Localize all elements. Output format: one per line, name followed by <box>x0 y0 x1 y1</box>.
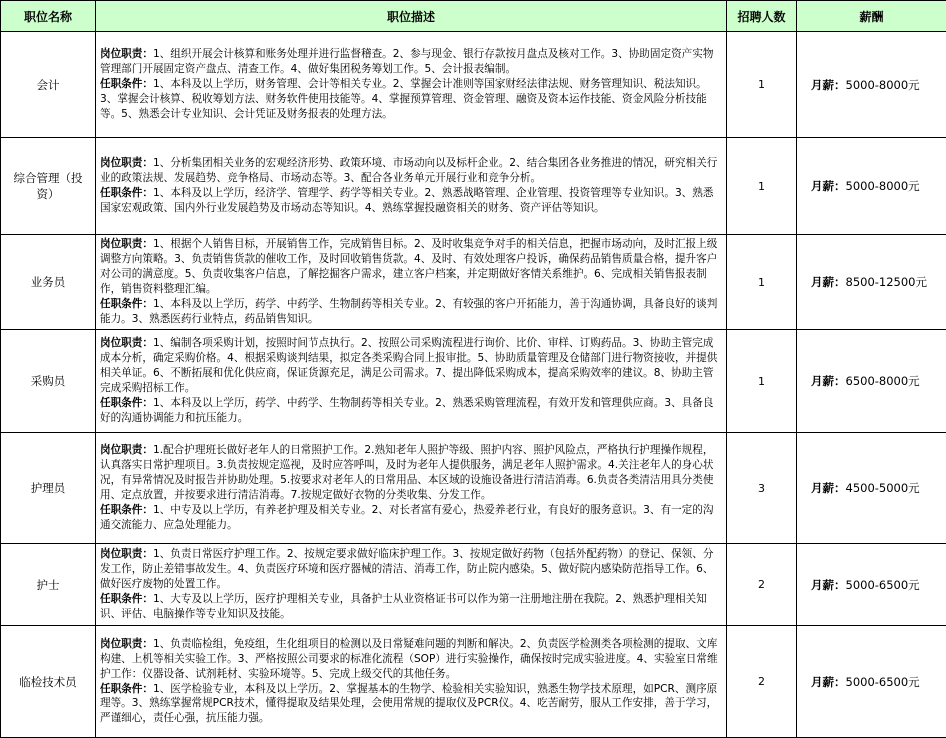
position-name: 采购员 <box>1 330 96 433</box>
requirements-label: 任职条件： <box>100 78 153 90</box>
salary-cell <box>797 235 946 330</box>
duties-text: 1、负责临检组，免疫组，生化组项目的检测以及日常疑难问题的判断和解决。2、负责医学检测类各项检测的提取、文库构建、上机等相关实验工作。3、严格按照公司要求的标准化流程（SOP）进行实验操作，确保按时完成实验进度。4、实验室日常维护工作：仪器设备、试剂耗材、实验环境等。5、完成上级交代的其他任务。 <box>100 638 718 680</box>
duties-paragraph <box>100 336 722 396</box>
salary-cell <box>797 138 946 235</box>
duties-label: 岗位职责： <box>100 337 153 349</box>
duties-label: 岗位职责： <box>100 444 153 456</box>
duties-paragraph <box>100 237 722 297</box>
header-salary: 薪酬 <box>797 1 946 32</box>
requirements-label: 任职条件： <box>100 187 153 199</box>
hiring-count: 1 <box>727 138 797 235</box>
position-name: 护士 <box>1 544 96 626</box>
salary-value: 5000-8000元 <box>846 179 920 193</box>
duties-text: 1.配合护理班长做好老年人的日常照护工作。2.熟知老年人照护等级、照护内容、照护风险点，严格执行护理操作规程，认真落实日常护理项目。3.负责按规定巡视，及时应答呼叫，及时为老年人提供服务，满足老年人照护需求。4.关注老年人的身心状况，有异常情况及时报告并协助处理。5.按要求对老年人的日常用品、本区域的设施设备进行清洁消毒。6.负责各类清洁用具分类使用、定点放置，并按要求进行清洁消毒。7.按规定做好衣物的分类收集、分发工作。 <box>100 444 713 501</box>
hiring-count: 3 <box>727 433 797 544</box>
requirements-label: 任职条件： <box>100 593 153 605</box>
duties-paragraph <box>100 47 722 77</box>
hiring-count: 1 <box>727 330 797 433</box>
requirements-paragraph <box>100 186 722 216</box>
position-description <box>96 235 727 330</box>
hiring-count: 1 <box>727 235 797 330</box>
position-name: 综合管理（投资） <box>1 138 96 235</box>
position-description <box>96 433 727 544</box>
table-row <box>1 32 946 138</box>
header-row <box>1 1 946 32</box>
duties-label: 岗位职责： <box>100 238 153 250</box>
requirements-text: 1、中专及以上学历，有养老护理及相关专业。2、对长者富有爱心，热爱养老行业，有良好的服务意识。3、有一定的沟通交流能力、应急处理能力。 <box>100 504 713 531</box>
requirements-paragraph <box>100 592 722 622</box>
salary-label: 月薪： <box>811 578 846 592</box>
position-description <box>96 32 727 138</box>
salary-value: 6500-8000元 <box>846 374 920 388</box>
requirements-text: 1、本科及以上学历，经济学、管理学、药学等相关专业。2、熟悉战略管理、企业管理、投资管理等专业知识。3、熟悉国家宏观政策、国内外行业发展趋势及市场动态等知识。4、熟练掌握投融资相关的财务、资产评估等知识。 <box>100 187 713 214</box>
table-row <box>1 544 946 626</box>
table-row <box>1 138 946 235</box>
salary-label: 月薪： <box>811 179 846 193</box>
position-name: 会计 <box>1 32 96 138</box>
requirements-text: 1、本科及以上学历，药学、中药学、生物制药等相关专业。2、熟悉采购管理流程，有效开发和管理供应商。3、具备良好的沟通协调能力和抗压能力。 <box>100 397 713 424</box>
salary-value: 8500-12500元 <box>846 275 928 289</box>
requirements-label: 任职条件： <box>100 683 153 695</box>
table-row <box>1 330 946 433</box>
requirements-paragraph <box>100 396 722 426</box>
table-row <box>1 433 946 544</box>
requirements-text: 1、本科及以上学历，药学、中药学、生物制药等相关专业。2、有较强的客户开拓能力，善于沟通协调，具备良好的谈判能力。3、熟悉医药行业特点，药品销售知识。 <box>100 298 717 325</box>
salary-label: 月薪： <box>811 481 846 495</box>
duties-text: 1、根据个人销售目标，开展销售工作，完成销售目标。2、及时收集竞争对手的相关信息，把握市场动向，及时汇报上级调整方向策略。3、负责销售货款的催收工作，及时回收销售货款。4、及时、有效处理客户投诉，确保药品销售质量合格，提升客户对公司的满意度。5、负责收集客户信息，了解挖掘客户需求，建立客户档案，并定期做好客情关系维护。6、完成相关销售报表制作，销售资料整理汇编。 <box>100 238 717 295</box>
duties-text: 1、负责日常医疗护理工作。2、按规定要求做好临床护理工作。3、按规定做好药物（包括外配药物）的登记、保领、分发工作，防止差错事故发生。4、负责医疗环境和医疗器械的清洁、消毒工作，防止院内感染。5、做好院内感染防范指导工作。6、做好医疗废物的处置工作。 <box>100 548 713 590</box>
duties-paragraph <box>100 443 722 503</box>
hiring-count: 1 <box>727 32 797 138</box>
table-row <box>1 235 946 330</box>
requirements-text: 1、医学检验专业，本科及以上学历。2、掌握基本的生物学、检验相关实验知识，熟悉生物学技术原理，如PCR、测序原理等。3、熟练掌握常规PCR技术，懂得提取及结果处理，会使用常规的提取仪及PCR仪。4、吃苦耐劳，服从工作安排，善于学习，严谨细心，责任心强，抗压能力强。 <box>100 683 717 725</box>
requirements-label: 任职条件： <box>100 298 153 310</box>
duties-label: 岗位职责： <box>100 48 153 60</box>
duties-label: 岗位职责： <box>100 548 153 560</box>
salary-value: 5000-8000元 <box>846 78 920 92</box>
requirements-paragraph <box>100 503 722 533</box>
duties-label: 岗位职责： <box>100 157 153 169</box>
requirements-text: 1、大专及以上学历，医疗护理相关专业，具备护士从业资格证书可以作为第一注册地注册在我院。2、熟悉护理相关知识、评估、电脑操作等专业知识及技能。 <box>100 593 707 620</box>
position-description <box>96 138 727 235</box>
header-position-name: 职位名称 <box>1 1 96 32</box>
salary-label: 月薪： <box>811 675 846 689</box>
header-hiring-count: 招聘人数 <box>727 1 797 32</box>
duties-paragraph <box>100 547 722 592</box>
requirements-paragraph <box>100 682 722 727</box>
duties-paragraph <box>100 156 722 186</box>
duties-text: 1、组织开展会计核算和账务处理并进行监督稽查。2、参与现金、银行存款按月盘点及核对工作。3、协助固定资产实物管理部门开展固定资产盘点、清查工作。4、做好集团税务筹划工作。5、会计报表编制。 <box>100 48 713 75</box>
position-name: 临检技术员 <box>1 626 96 738</box>
salary-cell <box>797 330 946 433</box>
salary-value: 5000-6500元 <box>846 675 920 689</box>
requirements-label: 任职条件： <box>100 397 153 409</box>
salary-cell <box>797 544 946 626</box>
duties-text: 1、编制各项采购计划，按照时间节点执行。2、按照公司采购流程进行询价、比价、审样、订购药品。3、协助主管完成成本分析，确定采购价格。4、根据采购谈判结果，拟定各类采购合同上报审批。5、协助质量管理及仓储部门进行物资接收，并提供相关单证。6、不断拓展和优化供应商，保证货源充足，满足公司需求。7、提出降低采购成本，提高采购效率的建议。8、协助主管完成采购招标工作。 <box>100 337 717 394</box>
position-description <box>96 330 727 433</box>
table-row <box>1 626 946 738</box>
requirements-paragraph <box>100 297 722 327</box>
header-description: 职位描述 <box>96 1 727 32</box>
salary-label: 月薪： <box>811 374 846 388</box>
salary-cell <box>797 32 946 138</box>
position-name: 护理员 <box>1 433 96 544</box>
duties-paragraph <box>100 637 722 682</box>
requirements-paragraph <box>100 77 722 122</box>
salary-cell <box>797 626 946 738</box>
duties-label: 岗位职责： <box>100 638 153 650</box>
salary-cell <box>797 433 946 544</box>
position-name: 业务员 <box>1 235 96 330</box>
salary-value: 5000-6500元 <box>846 578 920 592</box>
requirements-text: 1、本科及以上学历，财务管理、会计等相关专业。2、掌握会计准则等国家财经法律法规、财务管理知识、税法知识。3、掌握会计核算、税收筹划方法、财务软件使用技能等。4、掌握预算管理、资金管理、融资及资本运作技能、资金风险分析技能等。5、熟悉会计专业知识、会计凭证及财务报表的处理方法。 <box>100 78 707 120</box>
requirements-label: 任职条件： <box>100 504 153 516</box>
salary-label: 月薪： <box>811 275 846 289</box>
salary-label: 月薪： <box>811 78 846 92</box>
position-description <box>96 626 727 738</box>
hiring-count: 2 <box>727 626 797 738</box>
hiring-count: 2 <box>727 544 797 626</box>
position-description <box>96 544 727 626</box>
salary-value: 4500-5000元 <box>846 481 920 495</box>
duties-text: 1、分析集团相关业务的宏观经济形势、政策环境、市场动向以及标杆企业。2、结合集团各业务推进的情况，研究相关行业的政策法规、发展趋势、竞争格局、市场动态等。3、配合各业务单元开展行业和竞争分析。 <box>100 157 717 184</box>
